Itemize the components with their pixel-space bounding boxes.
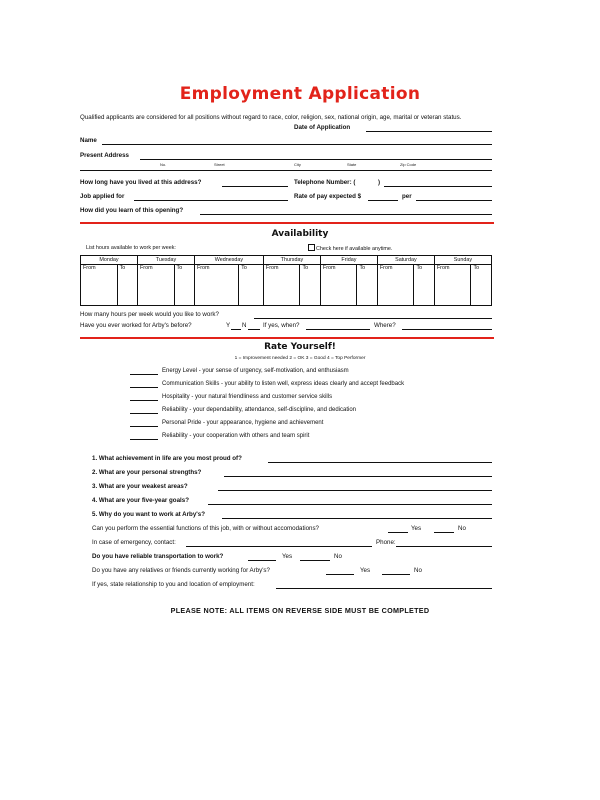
relationship-field[interactable]	[276, 588, 492, 589]
rating-blank-communication[interactable]	[130, 387, 158, 388]
transportation-label: Do you have reliable transportation to work?	[92, 553, 224, 560]
rating-text-reliability: Reliability - your dependability, attendance, self-discipline, and dedication	[162, 407, 357, 413]
availability-title: Availability	[271, 229, 329, 239]
hours-per-week-label: How many hours per week would you like to work?	[80, 311, 219, 318]
tuesday-from[interactable]: From	[137, 265, 174, 306]
anytime-checkbox-row[interactable]	[308, 244, 392, 252]
eeo-statement: Qualified applicants are considered for all positions without regard to race, color, religion, sex, national origin, age, marital or veteran status.	[80, 114, 462, 121]
telephone-label: Telephone Number: (	[294, 179, 356, 186]
date-field[interactable]	[366, 131, 492, 132]
rate-yourself-title: Rate Yourself!	[264, 342, 336, 352]
friday-to[interactable]: To	[357, 265, 377, 306]
when-field[interactable]	[306, 329, 370, 330]
anytime-label: Check here if available anytime.	[316, 246, 393, 252]
section-rule-availability	[80, 222, 494, 224]
job-applied-field[interactable]	[134, 200, 288, 201]
telephone-close: )	[378, 179, 381, 186]
address-city-caption: City	[294, 162, 301, 167]
relatives-label: Do you have any relatives or friends currently working for Arby's?	[92, 567, 270, 574]
rating-scale: 1 = Improvement needed 2 = OK 3 = Good 4 = Top Performer	[234, 356, 366, 361]
anytime-checkbox[interactable]	[308, 244, 315, 251]
address-field[interactable]	[140, 159, 492, 160]
hours-per-week-field[interactable]	[254, 318, 492, 319]
list-hours-label: List hours available to work per week:	[86, 245, 176, 251]
q3-field[interactable]	[218, 490, 492, 491]
rating-blank-reliability[interactable]	[130, 413, 158, 414]
emergency-phone-label: Phone:	[376, 539, 396, 546]
address-zip-caption: Zip Code	[400, 162, 417, 167]
q5-label: 5. Why do you want to work at Arby's?	[92, 511, 205, 518]
day-tuesday: Tuesday	[137, 256, 194, 265]
saturday-to[interactable]: To	[414, 265, 434, 306]
q2-label: 2. What are your personal strengths?	[92, 469, 202, 476]
essential-yes-label: Yes	[411, 525, 422, 532]
availability-table	[80, 255, 492, 306]
address-street-caption: Street	[214, 162, 225, 167]
present-address-label: Present Address	[80, 152, 129, 159]
tuesday-to[interactable]: To	[174, 265, 194, 306]
learn-opening-field[interactable]	[200, 214, 492, 215]
day-friday: Friday	[320, 256, 377, 265]
telephone-field[interactable]	[384, 186, 492, 187]
rating-blank-teamwork[interactable]	[130, 439, 158, 440]
rating-text-teamwork: Reliability - your cooperation with others and team spirit	[162, 433, 310, 439]
per-field[interactable]	[416, 200, 492, 201]
worked-yes-field[interactable]	[231, 329, 241, 330]
q2-field[interactable]	[224, 476, 492, 477]
monday-to[interactable]: To	[117, 265, 137, 306]
rating-text-communication: Communication Skills - your ability to listen well, express ideas clearly and accept feedback	[162, 381, 405, 387]
essential-yes-field[interactable]	[388, 532, 408, 533]
friday-from[interactable]: From	[320, 265, 357, 306]
transportation-yes-field[interactable]	[248, 560, 276, 561]
job-applied-label: Job applied for	[80, 193, 125, 200]
date-label: Date of Application	[294, 124, 351, 131]
emergency-phone-field[interactable]	[396, 546, 492, 547]
day-thursday: Thursday	[263, 256, 320, 265]
q5-field[interactable]	[222, 518, 492, 519]
thursday-to[interactable]: To	[300, 265, 320, 306]
if-yes-when-label: If yes, when?	[263, 322, 300, 329]
emergency-contact-label: In case of emergency, contact:	[92, 539, 176, 546]
rating-blank-energy[interactable]	[130, 374, 158, 375]
worked-before-label: Have you ever worked for Arby's before?	[80, 322, 192, 329]
relationship-label: If yes, state relationship to you and location of employment:	[92, 581, 255, 588]
rate-of-pay-label: Rate of pay expected $	[294, 193, 362, 200]
learn-opening-label: How did you learn of this opening?	[80, 207, 184, 214]
worked-yes-label: Y	[226, 322, 231, 329]
how-long-field[interactable]	[222, 186, 288, 187]
address-state-caption: State	[347, 162, 357, 167]
q1-field[interactable]	[268, 462, 492, 463]
rating-text-personal-pride: Personal Pride - your appearance, hygiene and achievement	[162, 420, 324, 426]
relatives-yes-field[interactable]	[326, 574, 354, 575]
name-label: Name	[80, 137, 97, 144]
q1-label: 1. What achievement in life are you most proud of?	[92, 455, 242, 462]
saturday-from[interactable]: From	[377, 265, 414, 306]
wednesday-from[interactable]: From	[194, 265, 238, 306]
essential-no-field[interactable]	[434, 532, 454, 533]
transportation-yes-label: Yes	[282, 553, 293, 560]
transportation-no-field[interactable]	[300, 560, 330, 561]
day-wednesday: Wednesday	[194, 256, 263, 265]
sunday-to[interactable]: To	[471, 265, 492, 306]
relatives-no-label: No	[414, 567, 422, 574]
rate-of-pay-field[interactable]	[368, 200, 398, 201]
essential-no-label: No	[458, 525, 466, 532]
monday-from[interactable]: From	[81, 265, 118, 306]
how-long-label: How long have you lived at this address?	[80, 179, 202, 186]
thursday-from[interactable]: From	[263, 265, 300, 306]
worked-no-label: N	[242, 322, 247, 329]
address-line-2[interactable]	[80, 170, 492, 171]
section-rule-rate	[80, 337, 494, 339]
day-saturday: Saturday	[377, 256, 434, 265]
rating-blank-hospitality[interactable]	[130, 400, 158, 401]
day-sunday: Sunday	[434, 256, 491, 265]
per-label: per	[402, 193, 412, 200]
emergency-contact-field[interactable]	[186, 546, 372, 547]
relatives-no-field[interactable]	[382, 574, 410, 575]
where-field[interactable]	[402, 329, 492, 330]
where-label: Where?	[374, 322, 396, 329]
q3-label: 3. What are your weakest areas?	[92, 483, 188, 490]
name-field[interactable]	[102, 144, 492, 145]
form-title: Employment Application	[179, 84, 421, 104]
wednesday-to[interactable]: To	[239, 265, 264, 306]
worked-no-field[interactable]	[248, 329, 260, 330]
rating-text-energy: Energy Level - your sense of urgency, self-motivation, and enthusiasm	[162, 368, 349, 374]
reverse-side-note: PLEASE NOTE: ALL ITEMS ON REVERSE SIDE MUST BE COMPLETED	[170, 606, 430, 615]
q4-field[interactable]	[208, 504, 492, 505]
address-no-caption: No.	[160, 162, 167, 167]
rating-text-hospitality: Hospitality - your natural friendliness and customer service skills	[162, 394, 333, 400]
day-monday: Monday	[81, 256, 138, 265]
rating-blank-personal-pride[interactable]	[130, 426, 158, 427]
q4-label: 4. What are your five-year goals?	[92, 497, 189, 504]
sunday-from[interactable]: From	[434, 265, 471, 306]
relatives-yes-label: Yes	[360, 567, 371, 574]
essential-functions-label: Can you perform the essential functions of this job, with or without accomodations?	[92, 525, 319, 532]
transportation-no-label: No	[334, 553, 342, 560]
